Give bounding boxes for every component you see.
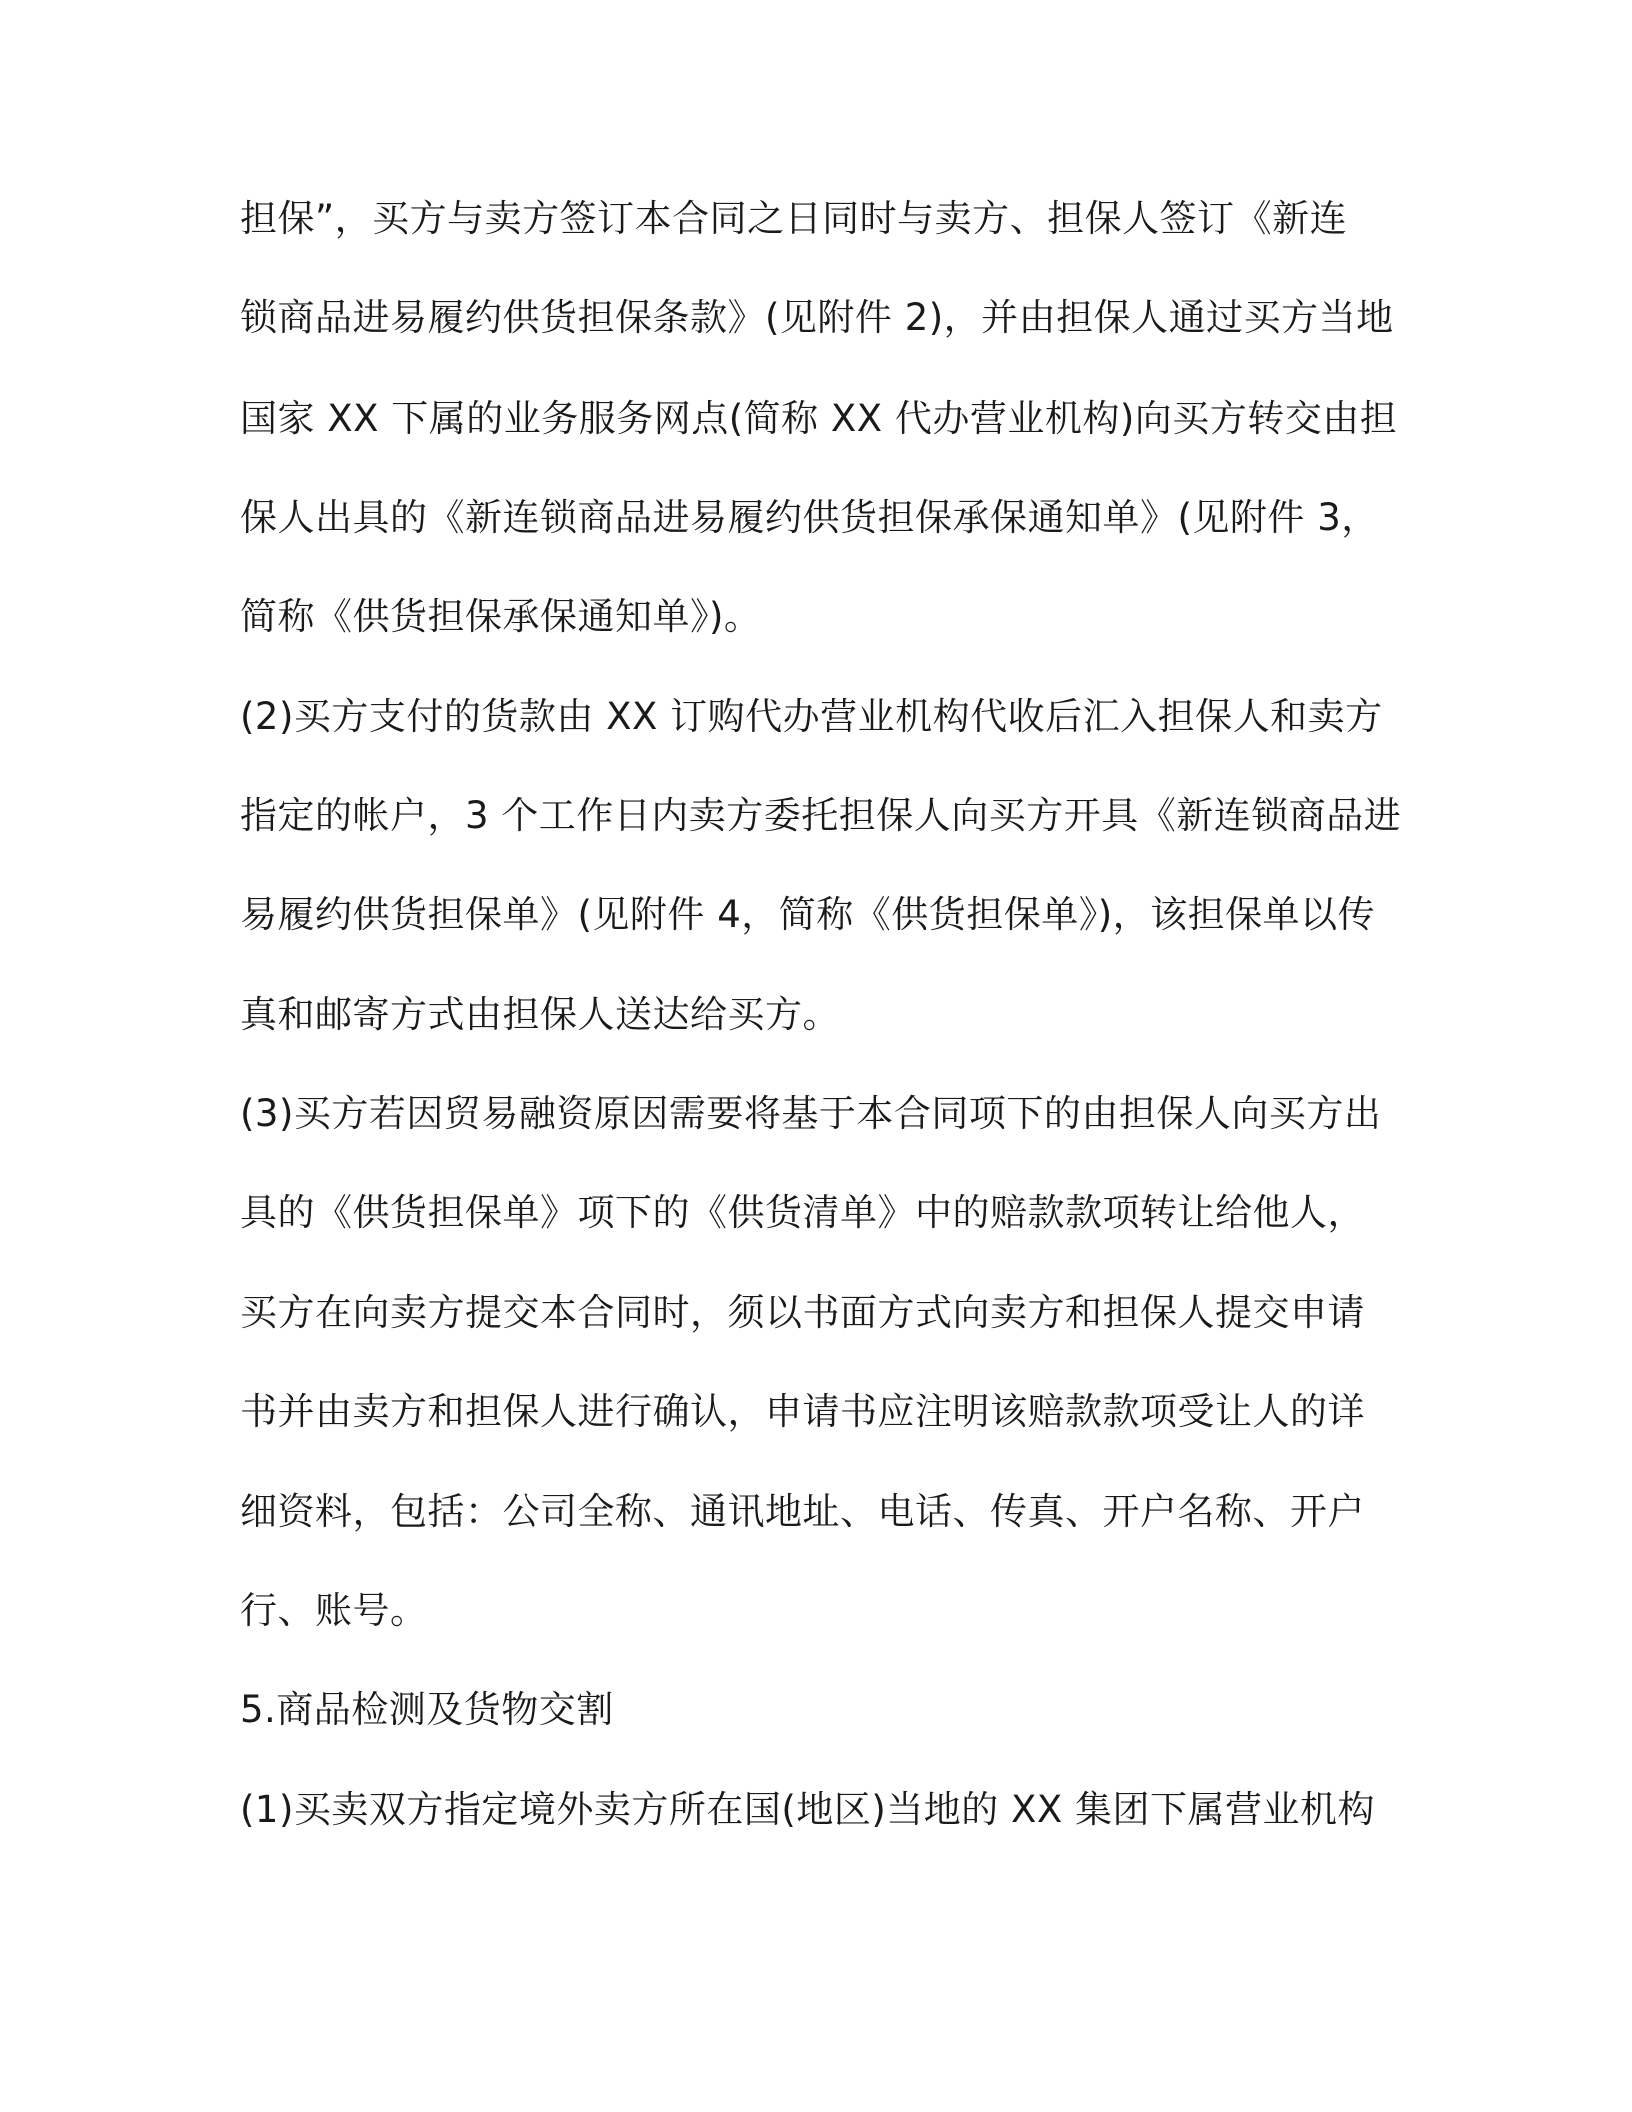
paragraph-line: (3)买方若因贸易融资原因需要将基于本合同项下的由担保人向买方出 — [240, 1092, 1382, 1135]
paragraph-line: 锁商品进易履约供货担保条款》(见附件 2)，并由担保人通过买方当地 — [240, 296, 1394, 339]
paragraph-line: 国家 XX 下属的业务服务网点(简称 XX 代办营业机构)向买方转交由担 — [240, 397, 1398, 440]
paragraph-line: 真和邮寄方式由担保人送达给买方。 — [240, 993, 840, 1036]
paragraph-line: 书并由卖方和担保人进行确认，申请书应注明该赔款款项受让人的详 — [240, 1390, 1365, 1433]
section-heading: 5.商品检测及货物交割 — [240, 1688, 614, 1731]
paragraph-line: 简称《供货担保承保通知单》)。 — [240, 595, 762, 638]
paragraph-line: 细资料，包括：公司全称、通讯地址、电话、传真、开户名称、开户 — [240, 1490, 1365, 1533]
paragraph-line: 保人出具的《新连锁商品进易履约供货担保承保通知单》(见附件 3， — [240, 496, 1379, 539]
paragraph-line: 具的《供货担保单》项下的《供货清单》中的赔款款项转让给他人， — [240, 1191, 1365, 1234]
paragraph-line: 行、账号。 — [240, 1589, 428, 1632]
paragraph-line: 买方在向卖方提交本合同时，须以书面方式向卖方和担保人提交申请 — [240, 1291, 1365, 1334]
paragraph-line: 担保”，买方与卖方签订本合同之日同时与卖方、担保人签订《新连 — [240, 197, 1348, 240]
paragraph-line: (1)买卖双方指定境外卖方所在国(地区)当地的 XX 集团下属营业机构 — [240, 1788, 1375, 1831]
paragraph-line: 易履约供货担保单》(见附件 4，简称《供货担保单》)，该担保单以传 — [240, 893, 1376, 936]
paragraph-line: 指定的帐户，3 个工作日内卖方委托担保人向买方开具《新连锁商品进 — [240, 794, 1402, 837]
paragraph-line: (2)买方支付的货款由 XX 订购代办营业机构代收后汇入担保人和卖方 — [240, 695, 1383, 738]
